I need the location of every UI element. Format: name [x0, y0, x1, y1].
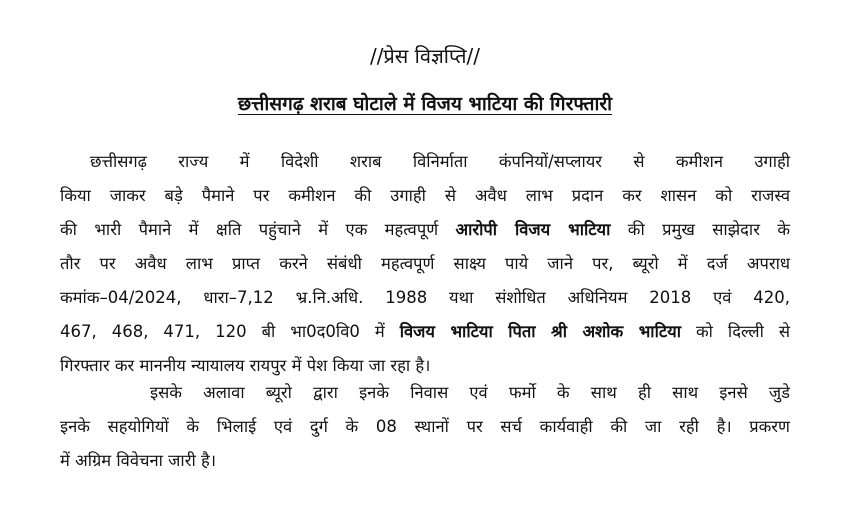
paragraph-line: कमांक–04/2024, धारा–7,12 भ्र.नि.अधि. 1988 यथा संशोधित अधिनियम 2018 एवं 420,: [60, 288, 790, 307]
paragraph-line: गिरफ्तार कर माननीय न्यायालय रायपुर में पेश किया जा रहा है।: [60, 356, 431, 375]
text-line: की प्रमुख साझेदार के: [627, 220, 791, 239]
text-line: छत्तीसगढ़ राज्य में विदेशी शराब विनिर्माता कंपनियों/सप्लायर से कमीशन उगाही: [90, 152, 790, 171]
page-title: [0, 90, 850, 116]
text-line: इसके अलावा ब्यूरो द्वारा इनके निवास एवं फर्मो के साथ ही साथ इनसे जुडे: [150, 383, 790, 402]
page-title-text: छत्तीसगढ़ शराब घोटाले में विजय भाटिया की गिरफ्तारी: [237, 93, 613, 115]
paragraph-line: [60, 315, 790, 349]
paragraph-line: [60, 376, 790, 410]
accused-name-bold: आरोपी विजय भाटिया: [455, 220, 611, 239]
press-release-heading: //प्रेस विज्ञप्ति//: [369, 44, 481, 68]
paragraph-main: [60, 145, 790, 383]
text-line: 467, 468, 471, 120 बी भा0द0वि0 में: [60, 322, 385, 341]
paragraph-line: इनके सहयोगियों के भिलाई एवं दुर्ग के 08 स्थानों पर सर्च कार्यवाही की जा रही है। प्रकरण: [60, 417, 790, 436]
paragraph-secondary: [60, 376, 790, 478]
paragraph-line: [60, 145, 790, 179]
text-line: की भारी पैमाने में क्षति पहुंचाने में एक महत्वपूर्ण: [60, 220, 439, 239]
text-line: को दिल्ली से: [696, 322, 790, 341]
accused-father-name-bold: विजय भाटिया पिता श्री अशोक भाटिया: [399, 322, 682, 341]
paragraph-line: किया जाकर बड़े पैमाने पर कमीशन की उगाही से अवैध लाभ प्रदान कर शासन को राजस्व: [60, 186, 790, 205]
paragraph-line: तौर पर अवैध लाभ प्राप्त करने संबंधी महत्वपूर्ण साक्ष्य पाये जाने पर, ब्यूरो में दर्ज अपराध: [60, 254, 790, 273]
paragraph-line: [60, 213, 790, 247]
paragraph-line: में अग्रिम विवेचना जारी है।: [60, 451, 216, 470]
